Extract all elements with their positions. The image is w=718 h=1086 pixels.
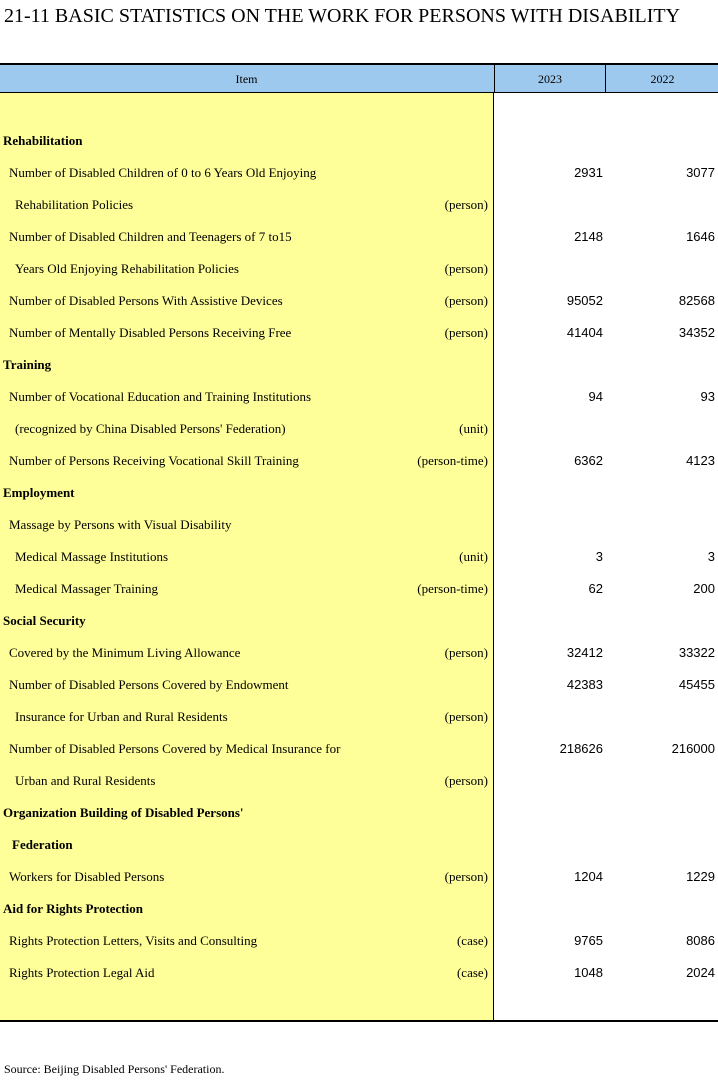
row-label: Number of Disabled Persons Covered by Medical Insurance for xyxy=(9,741,341,756)
value-2022: 216000 xyxy=(671,741,715,756)
column-header-item: Item xyxy=(235,72,258,86)
row-label: Covered by the Minimum Living Allowance xyxy=(9,645,241,660)
table-row xyxy=(0,958,718,990)
row-unit: (unit) xyxy=(459,421,488,436)
value-2022: 82568 xyxy=(678,293,715,308)
value-2022: 34352 xyxy=(678,325,715,340)
value-2023: 32412 xyxy=(566,645,603,660)
row-unit: (case) xyxy=(456,933,488,948)
value-2022: 93 xyxy=(700,389,715,404)
value-2022: 1646 xyxy=(686,229,715,244)
row-label: Training xyxy=(3,357,52,372)
table-row xyxy=(0,542,718,574)
table-row xyxy=(0,574,718,606)
row-label: Years Old Enjoying Rehabilitation Policies xyxy=(15,261,239,276)
value-2022: 200 xyxy=(693,581,715,596)
value-2023: 9765 xyxy=(574,933,603,948)
section-row xyxy=(0,894,718,926)
row-label: Medical Massager Training xyxy=(15,581,158,596)
row-unit: (person) xyxy=(444,709,488,724)
value-2023: 1204 xyxy=(574,869,603,884)
value-2022: 4123 xyxy=(686,453,715,468)
table-row xyxy=(0,158,718,190)
table-row xyxy=(0,510,718,542)
source-note: Source: Beijing Disabled Persons' Federation. xyxy=(4,1062,225,1076)
row-label: Rehabilitation Policies xyxy=(15,197,134,212)
row-label: Number of Disabled Persons With Assistive Devices xyxy=(9,293,283,308)
section-row xyxy=(0,606,718,638)
value-2022: 33322 xyxy=(678,645,715,660)
row-label: Number of Disabled Children of 0 to 6 Years Old Enjoying xyxy=(9,165,317,180)
table-row xyxy=(0,446,718,478)
value-2023: 3 xyxy=(595,549,603,564)
row-label: Number of Persons Receiving Vocational Skill Training xyxy=(9,453,299,468)
table-header xyxy=(0,63,718,93)
table-row xyxy=(0,286,718,318)
row-label: Number of Disabled Persons Covered by Endowment xyxy=(9,677,289,692)
column-header-2023: 2023 xyxy=(494,65,605,93)
page-title: 21-11 BASIC STATISTICS ON THE WORK FOR PERSONS WITH DISABILITY xyxy=(4,5,681,27)
table-row xyxy=(0,862,718,894)
row-label: Rights Protection Legal Aid xyxy=(9,965,155,980)
row-label: Rights Protection Letters, Visits and Consulting xyxy=(9,933,258,948)
row-label: Massage by Persons with Visual Disability xyxy=(9,517,232,532)
row-unit: (person) xyxy=(444,325,488,340)
table-row xyxy=(0,414,718,446)
row-unit: (person-time) xyxy=(417,581,488,596)
value-2022: 1229 xyxy=(686,869,715,884)
row-unit: (unit) xyxy=(459,549,488,564)
value-2023: 1048 xyxy=(574,965,603,980)
row-label: Organization Building of Disabled Persons' xyxy=(3,805,244,820)
table-row xyxy=(0,638,718,670)
section-row xyxy=(0,126,718,158)
value-2022: 3 xyxy=(707,549,715,564)
value-2023: 42383 xyxy=(566,677,603,692)
section-row xyxy=(0,478,718,510)
row-unit: (person) xyxy=(444,773,488,788)
row-label: Number of Disabled Children and Teenagers of 7 to15 xyxy=(9,229,292,244)
row-unit: (person) xyxy=(444,293,488,308)
section-row xyxy=(0,798,718,830)
table-row xyxy=(0,222,718,254)
value-2022: 45455 xyxy=(678,677,715,692)
table-row xyxy=(0,926,718,958)
table-row xyxy=(0,190,718,222)
table-row xyxy=(0,830,718,862)
table-row xyxy=(0,766,718,798)
row-unit: (case) xyxy=(456,965,488,980)
table-row xyxy=(0,734,718,766)
row-label: Number of Mentally Disabled Persons Receiving Free xyxy=(9,325,292,340)
value-2023: 6362 xyxy=(574,453,603,468)
row-label: Employment xyxy=(3,485,75,500)
value-2022: 2024 xyxy=(686,965,715,980)
table-bottom-rule xyxy=(0,1020,718,1022)
section-row xyxy=(0,350,718,382)
row-label: Aid for Rights Protection xyxy=(3,901,143,916)
row-label: (recognized by China Disabled Persons' Federation) xyxy=(15,421,286,436)
row-label: Urban and Rural Residents xyxy=(15,773,156,788)
row-label: Number of Vocational Education and Training Institutions xyxy=(9,389,312,404)
column-header-2022: 2022 xyxy=(605,65,718,93)
table-row xyxy=(0,670,718,702)
row-unit: (person-time) xyxy=(417,453,488,468)
value-2023: 2148 xyxy=(574,229,603,244)
row-label: Workers for Disabled Persons xyxy=(9,869,165,884)
row-label: Medical Massage Institutions xyxy=(15,549,169,564)
row-unit: (person) xyxy=(444,645,488,660)
value-2022: 3077 xyxy=(686,165,715,180)
value-2023: 218626 xyxy=(559,741,603,756)
value-2023: 2931 xyxy=(574,165,603,180)
row-label: Social Security xyxy=(3,613,86,628)
table-row xyxy=(0,254,718,286)
value-2023: 62 xyxy=(588,581,603,596)
value-2023: 41404 xyxy=(566,325,603,340)
row-label: Federation xyxy=(12,837,73,852)
row-label: Insurance for Urban and Rural Residents xyxy=(15,709,228,724)
value-2023: 95052 xyxy=(566,293,603,308)
value-2022: 8086 xyxy=(686,933,715,948)
row-label: Rehabilitation xyxy=(3,133,83,148)
value-2023: 94 xyxy=(588,389,603,404)
table-row xyxy=(0,382,718,414)
row-unit: (person) xyxy=(444,197,488,212)
table-row xyxy=(0,702,718,734)
row-unit: (person) xyxy=(444,261,488,276)
table-row xyxy=(0,318,718,350)
row-unit: (person) xyxy=(444,869,488,884)
